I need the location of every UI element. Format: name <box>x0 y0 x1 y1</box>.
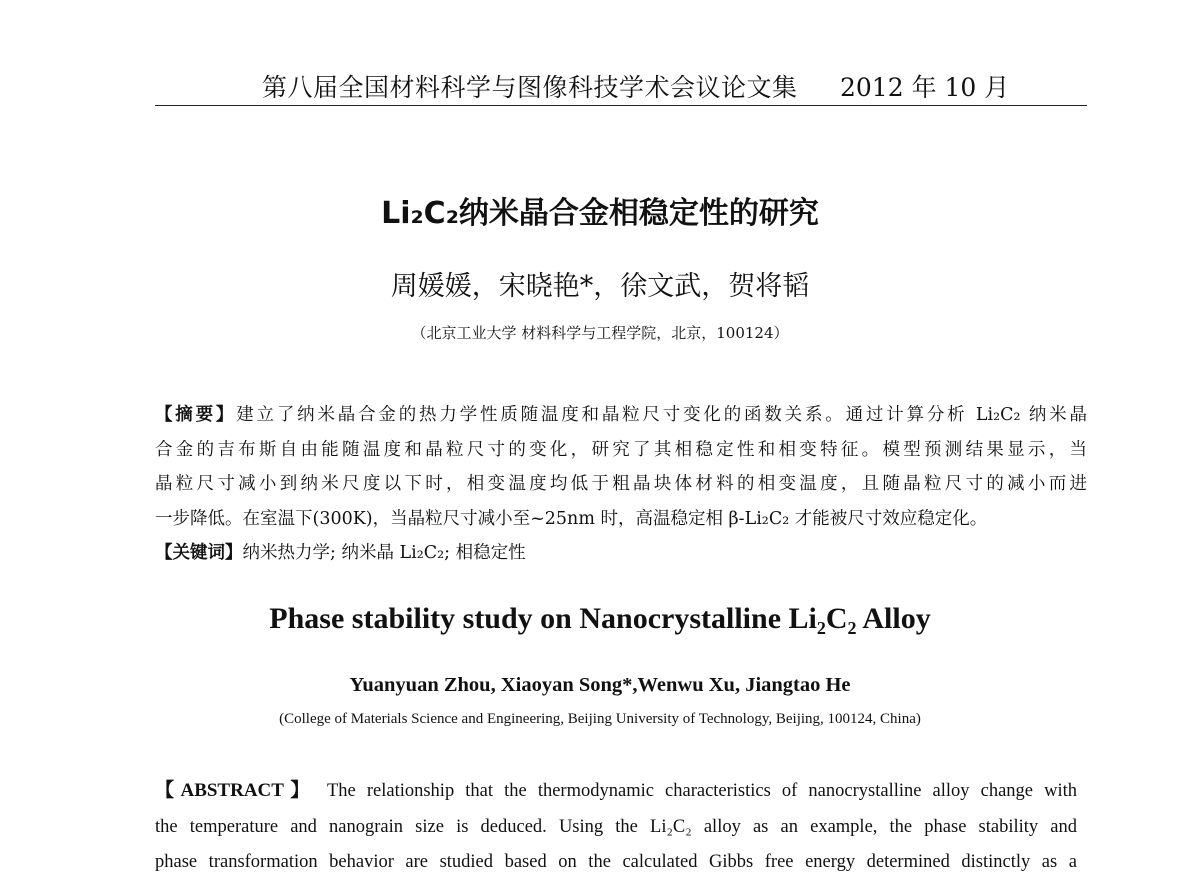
english-abstract-line: 【ABSTRACT】 The relationship that the thermodynamic characteristics of nanocrystalline alloy change with <box>155 780 1077 801</box>
chinese-abstract-line: 一步降低。在室温下(300K)，当晶粒尺寸减小至~25nm 时，高温稳定相 β-Li₂C₂ 才能被尺寸效应稳定化。 <box>155 508 988 529</box>
english-abstract <box>155 773 1077 881</box>
chinese-keywords-text: 纳米热力学; 纳米晶 Li₂C₂; 相稳定性 <box>242 543 526 563</box>
header-date: 2012 年 10 月 <box>840 73 1010 102</box>
chinese-title: Li₂C₂纳米晶合金相稳定性的研究 <box>381 196 819 231</box>
chinese-authors: 周媛媛，宋晓艳*，徐文武，贺将韬 <box>390 271 810 302</box>
english-abstract-line: phase transformation behavior are studied based on the calculated Gibbs free energy determined distinctly as a <box>155 852 1077 872</box>
english-title: Phase stability study on Nanocrystalline Li₂C₂ Alloy <box>269 602 931 635</box>
header-journal-title: 第八届全国材料科学与图像科技学术会议论文集 <box>262 73 798 102</box>
chinese-keywords <box>155 536 1087 571</box>
chinese-abstract-line: 合金的吉布斯自由能随温度和晶粒尺寸的变化，研究了其相稳定性和相变特征。模型预测结果显示，当 <box>155 439 1087 460</box>
english-authors: Yuanyuan Zhou, Xiaoyan Song*,Wenwu Xu, Jiangtao He <box>349 674 851 696</box>
english-abstract-label: 【ABSTRACT】 <box>155 780 316 801</box>
chinese-abstract-label: 【摘要】 <box>155 405 237 425</box>
chinese-abstract-line: 【摘要】建立了纳米晶合金的热力学性质随温度和晶粒尺寸变化的函数关系。通过计算分析 Li₂C₂ 纳米晶 <box>155 405 1087 425</box>
chinese-abstract-line: 晶粒尺寸减小到纳米尺度以下时，相变温度均低于粗晶块体材料的相变温度，且随晶粒尺寸的减小而进 <box>155 474 1087 494</box>
chinese-abstract <box>155 398 1087 536</box>
chinese-affiliation: （北京工业大学 材料科学与工程学院，北京，100124） <box>411 324 789 342</box>
english-affiliation: (College of Materials Science and Engineering, Beijing University of Technology, Beijing, 100124, China) <box>279 711 921 727</box>
header-rule <box>155 105 1087 106</box>
chinese-keywords-label: 【关键词】 <box>155 543 243 563</box>
english-abstract-line: the temperature and nanograin size is deduced. Using the Li₂C₂ alloy as an example, the phase stability and <box>155 816 1077 837</box>
